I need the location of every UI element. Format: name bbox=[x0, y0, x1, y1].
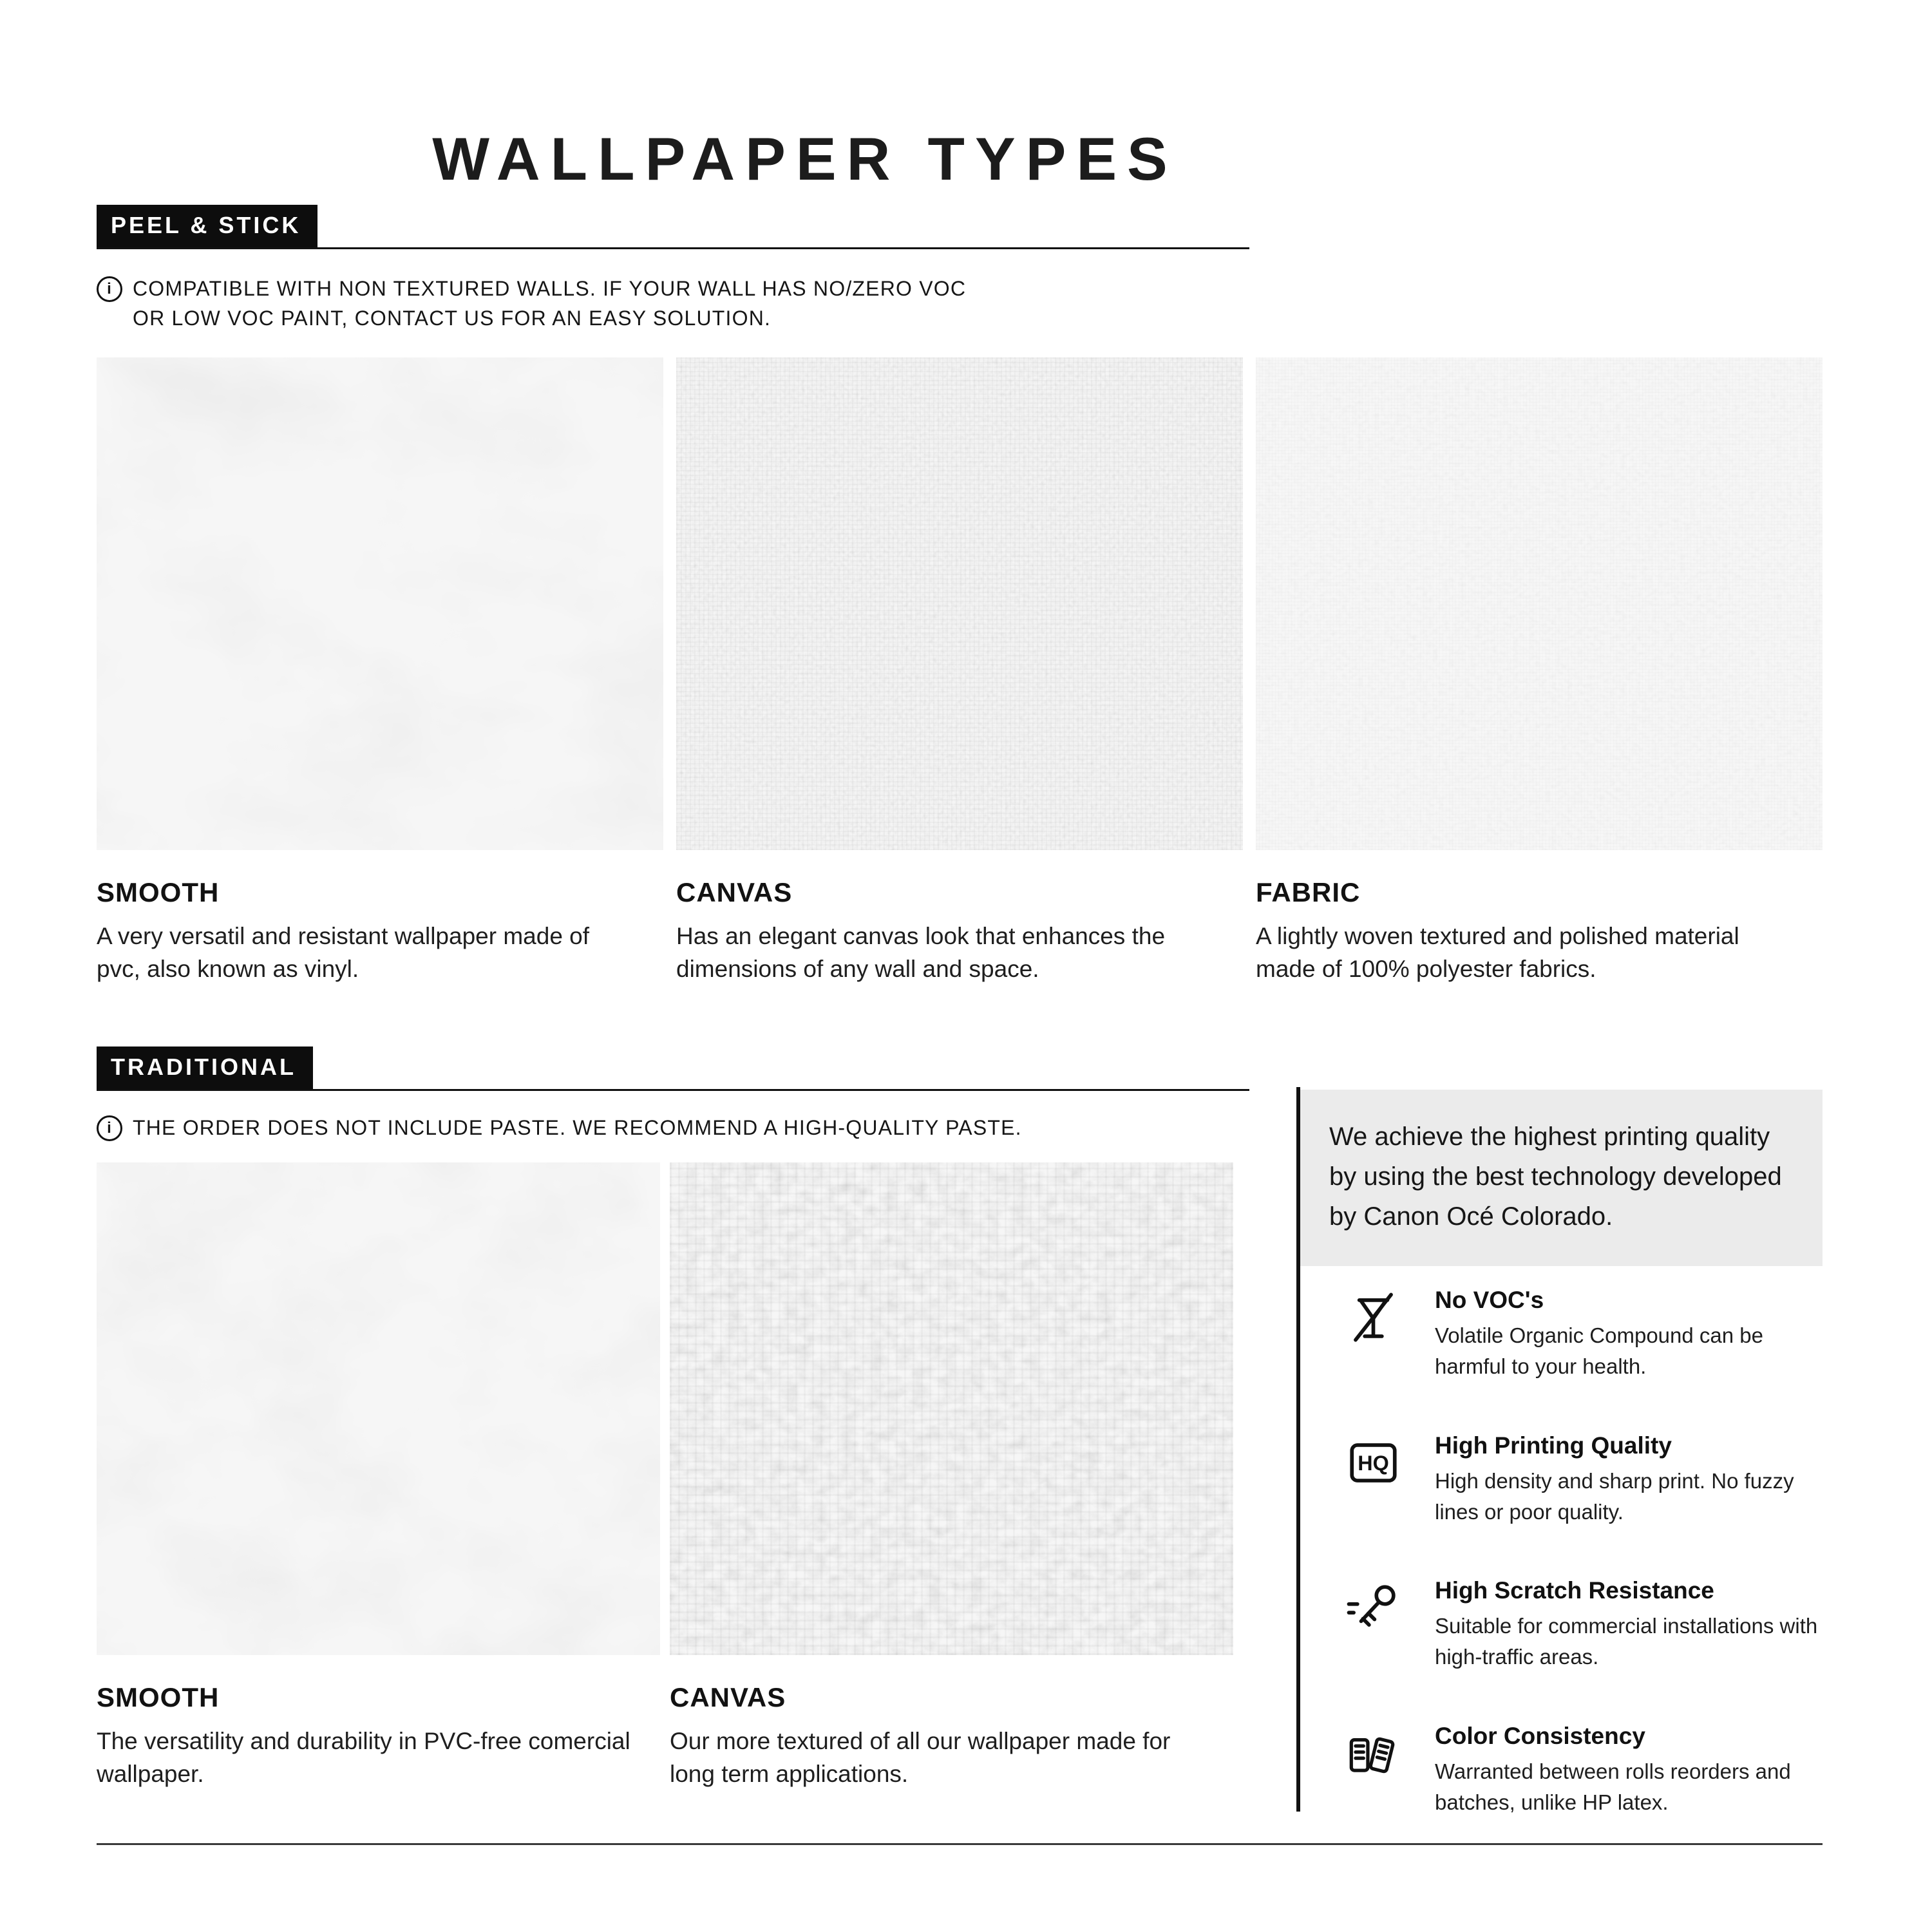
peel-stick-row bbox=[97, 357, 1823, 985]
peel-fabric-column bbox=[1256, 357, 1823, 985]
traditional-canvas-title: CANVAS bbox=[670, 1682, 786, 1712]
peel-canvas-title: CANVAS bbox=[676, 877, 793, 907]
traditional-canvas-column bbox=[670, 1162, 1233, 1790]
info-icon: i bbox=[97, 276, 122, 302]
feature-title: Color Consistency bbox=[1435, 1723, 1645, 1750]
feature-color-consistency bbox=[1343, 1723, 1839, 1818]
scratch-resistance-icon bbox=[1343, 1577, 1404, 1638]
feature-title: High Scratch Resistance bbox=[1435, 1577, 1714, 1604]
feature-description: Warranted between rolls reorders and batches, unlike HP latex. bbox=[1435, 1759, 1791, 1814]
peel-canvas-swatch bbox=[676, 357, 1243, 850]
feature-scratch-resistance bbox=[1343, 1577, 1839, 1672]
page-title: WALLPAPER TYPES bbox=[432, 124, 1178, 193]
feature-scratch-text bbox=[1435, 1577, 1834, 1672]
info-icon: i bbox=[97, 1115, 122, 1141]
bottom-divider bbox=[97, 1843, 1823, 1845]
traditional-note-text: THE ORDER DOES NOT INCLUDE PASTE. WE RECOMMEND A HIGH-QUALITY PASTE. bbox=[133, 1116, 1022, 1139]
traditional-badge: TRADITIONAL bbox=[97, 1046, 313, 1089]
feature-title: High Printing Quality bbox=[1435, 1432, 1672, 1459]
peel-canvas-description: Has an elegant canvas look that enhances the dimensions of any wall and space. bbox=[676, 923, 1166, 983]
feature-no-voc-text bbox=[1435, 1287, 1834, 1382]
traditional-canvas-description: Our more textured of all our wallpaper made for long term applications. bbox=[670, 1728, 1171, 1788]
feature-high-printing-quality bbox=[1343, 1432, 1839, 1528]
color-consistency-icon bbox=[1343, 1723, 1404, 1784]
traditional-row bbox=[97, 1162, 1233, 1790]
peel-smooth-title: SMOOTH bbox=[97, 877, 220, 907]
feature-title: No VOC's bbox=[1435, 1287, 1544, 1313]
feature-color-text bbox=[1435, 1723, 1834, 1818]
peel-fabric-swatch bbox=[1256, 357, 1823, 850]
svg-text:HQ: HQ bbox=[1358, 1451, 1389, 1475]
feature-description: High density and sharp print. No fuzzy lines or poor quality. bbox=[1435, 1468, 1794, 1524]
peel-stick-note bbox=[97, 274, 983, 334]
traditional-smooth-title: SMOOTH bbox=[97, 1682, 220, 1712]
traditional-smooth-swatch bbox=[97, 1162, 660, 1655]
feature-no-voc bbox=[1343, 1287, 1839, 1382]
peel-smooth-swatch bbox=[97, 357, 663, 850]
feature-description: Volatile Organic Compound can be harmful to your health. bbox=[1435, 1323, 1763, 1378]
traditional-smooth-column bbox=[97, 1162, 660, 1790]
quality-features-list bbox=[1343, 1287, 1839, 1818]
peel-smooth-description: A very versatil and resistant wallpaper made of pvc, also known as vinyl. bbox=[97, 923, 590, 983]
traditional-smooth-description: The versatility and durability in PVC-free comercial wallpaper. bbox=[97, 1728, 630, 1788]
peel-stick-section-bar bbox=[97, 205, 1249, 249]
quality-highlight-box: We achieve the highest printing quality by using the best technology developed by Canon Océ Colorado. bbox=[1300, 1090, 1823, 1266]
no-voc-icon bbox=[1343, 1287, 1404, 1348]
feature-hq-text bbox=[1435, 1432, 1834, 1528]
feature-description: Suitable for commercial installations with high-traffic areas. bbox=[1435, 1614, 1818, 1669]
traditional-canvas-swatch bbox=[670, 1162, 1233, 1655]
peel-canvas-column bbox=[676, 357, 1243, 985]
traditional-note bbox=[97, 1113, 1022, 1142]
peel-fabric-description: A lightly woven textured and polished material made of 100% polyester fabrics. bbox=[1256, 923, 1739, 983]
peel-fabric-title: FABRIC bbox=[1256, 877, 1361, 907]
traditional-section-bar bbox=[97, 1046, 1249, 1091]
peel-stick-note-text: COMPATIBLE WITH NON TEXTURED WALLS. IF YOUR WALL HAS NO/ZERO VOC OR LOW VOC PAINT, CONTACT US FOR AN EASY SOLUTION. bbox=[133, 277, 967, 330]
hq-icon bbox=[1343, 1432, 1404, 1493]
peel-smooth-column bbox=[97, 357, 663, 985]
peel-stick-badge: PEEL & STICK bbox=[97, 205, 317, 247]
